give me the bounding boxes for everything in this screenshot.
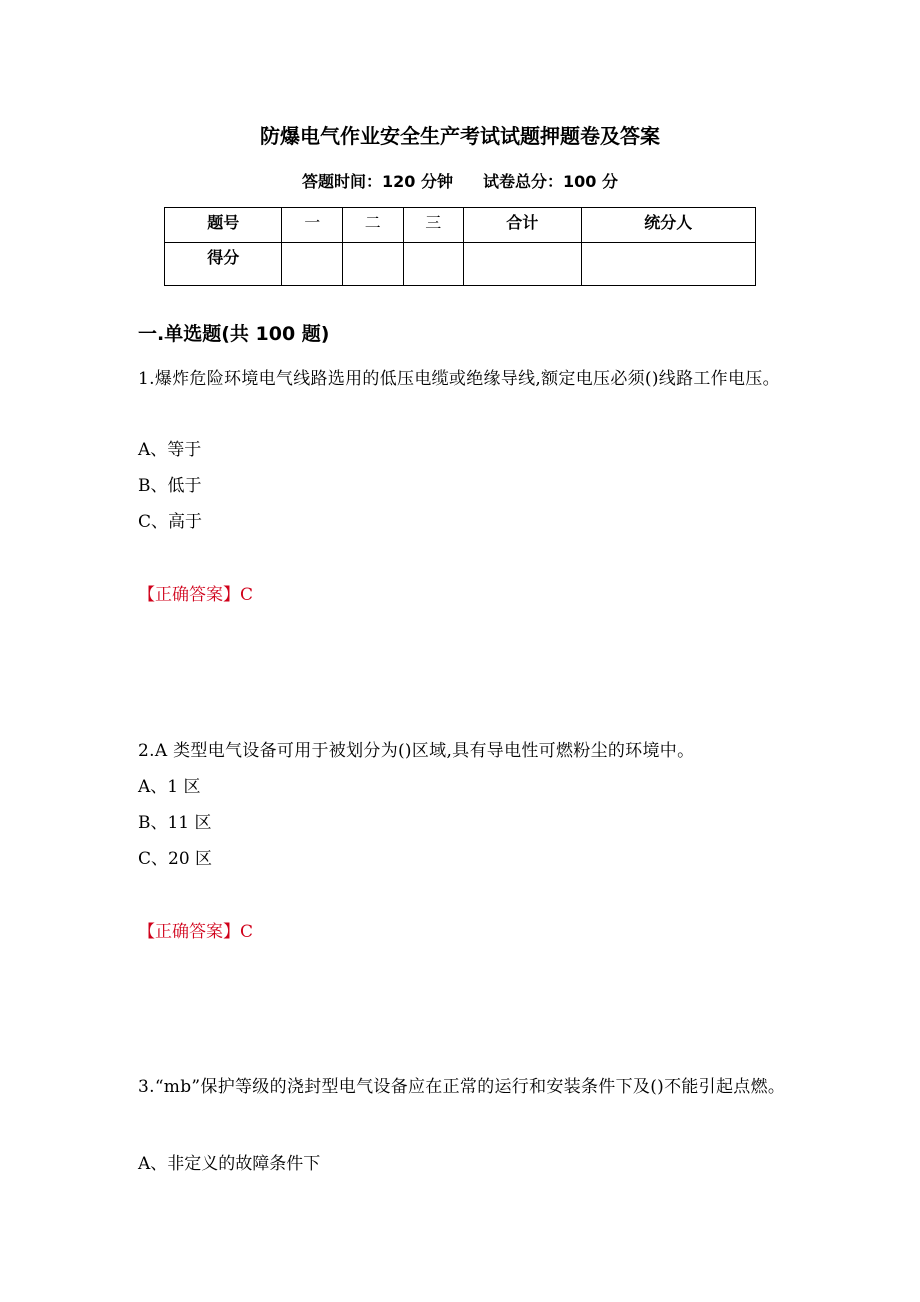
- score-header-cell: 三: [403, 208, 464, 243]
- score-cell: [343, 243, 404, 286]
- score-header-cell: 合计: [464, 208, 581, 243]
- question-option: C、20 区: [138, 849, 213, 869]
- answer-value: C: [240, 922, 254, 942]
- answer-line: [138, 583, 253, 607]
- exam-total-score: 试卷总分：100 分: [483, 172, 618, 191]
- score-cell: [464, 243, 581, 286]
- score-table: [164, 207, 756, 286]
- score-header-cell: 题号: [165, 208, 282, 243]
- score-header-cell: 统分人: [581, 208, 755, 243]
- question-text: 2.A 类型电气设备可用于被划分为()区域,具有导电性可燃粉尘的环境中。: [138, 741, 695, 761]
- section-title: 一.单选题(共 100 题): [138, 323, 330, 345]
- exam-time: 答题时间：120 分钟: [302, 172, 453, 191]
- question-option: A、等于: [138, 440, 202, 460]
- score-row-label: 得分: [165, 243, 282, 286]
- question-option: A、非定义的故障条件下: [138, 1154, 321, 1174]
- question-option: A、1 区: [138, 777, 201, 797]
- question-text: 3.“mb”保护等级的浇封型电气设备应在正常的运行和安装条件下及()不能引起点燃。: [138, 1077, 786, 1097]
- score-header-cell: 一: [282, 208, 343, 243]
- score-cell: [581, 243, 755, 286]
- answer-line: [138, 920, 253, 944]
- answer-label: 【正确答案】: [138, 585, 240, 605]
- exam-meta: [0, 170, 920, 194]
- score-cell: [403, 243, 464, 286]
- question-text: 1.爆炸危险环境电气线路选用的低压电缆或绝缘导线,额定电压必须()线路工作电压。: [138, 369, 780, 389]
- score-cell: [282, 243, 343, 286]
- document-title: 防爆电气作业安全生产考试试题押题卷及答案: [260, 124, 660, 148]
- answer-label: 【正确答案】: [138, 922, 240, 942]
- score-table-header-row: [165, 208, 756, 243]
- score-header-cell: 二: [343, 208, 404, 243]
- question-option: B、11 区: [138, 813, 212, 833]
- score-table-score-row: [165, 243, 756, 286]
- answer-value: C: [240, 585, 254, 605]
- question-option: C、高于: [138, 512, 203, 532]
- question-option: B、低于: [138, 476, 202, 496]
